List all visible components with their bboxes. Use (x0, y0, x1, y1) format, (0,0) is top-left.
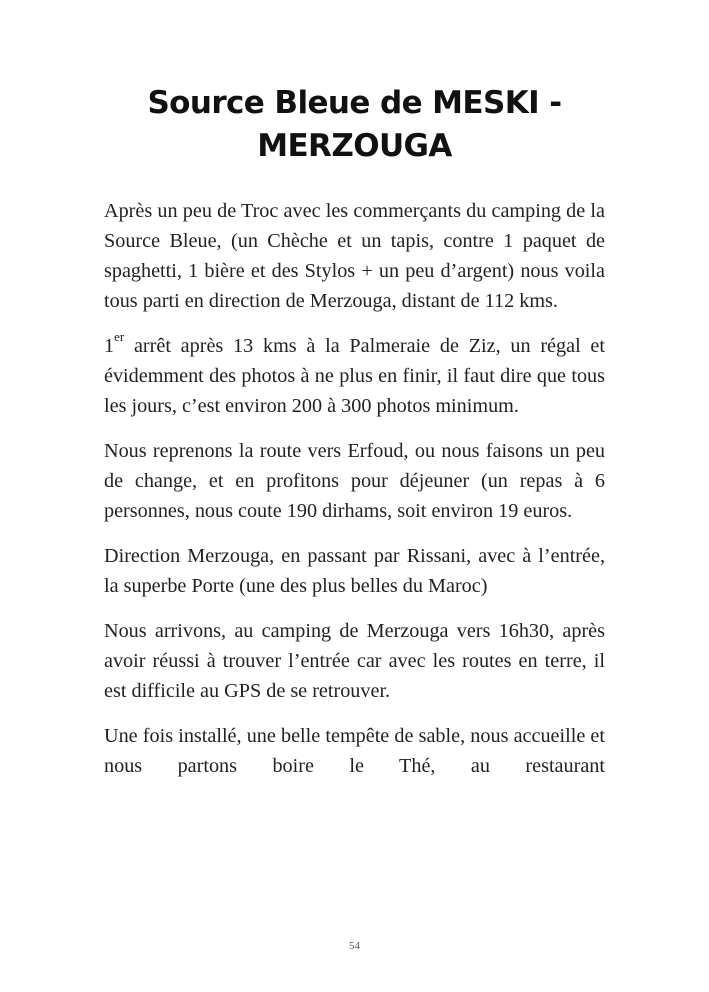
page-number: 54 (349, 940, 360, 952)
ordinal-number: 1 (104, 335, 115, 357)
paragraph-2-text: arrêt après 13 kms à la Palmeraie de Ziz, un régal et évidemment des photos à ne plus en finir, il faut dire que tous les jours, c’est environ 200 à 300 photos minimum. (104, 335, 605, 417)
body-text (104, 196, 605, 781)
paragraph-1: Après un peu de Troc avec les commerçants du camping de la Source Bleue, (un Chèche et un tapis, contre 1 paquet de spaghetti, 1 bière et des Stylos + un peu d’argent) nous voila tous parti en direction de Merzouga, distant de 112 kms. (104, 200, 605, 312)
paragraph-6: Une fois installé, une belle tempête de sable, nous accueille et nous partons boire le Thé, au restaurant (104, 725, 605, 777)
paragraph-4: Direction Merzouga, en passant par Rissani, avec à l’entrée, la superbe Porte (une des plus belles du Maroc) (104, 545, 605, 597)
paragraph-5: Nous arrivons, au camping de Merzouga vers 16h30, après avoir réussi à trouver l’entrée car avec les routes en terre, il est difficile au GPS de se retrouver. (104, 620, 605, 702)
paragraph-3: Nous reprenons la route vers Erfoud, ou nous faisons un peu de change, et en profitons pour déjeuner (un repas à 6 personnes, nous coute 190 dirhams, soit environ 19 euros. (104, 440, 605, 522)
paragraph-2 (104, 331, 605, 421)
page-title: Source Bleue de MESKI - MERZOUGA (147, 85, 562, 164)
ordinal-superscript: er (114, 329, 125, 344)
